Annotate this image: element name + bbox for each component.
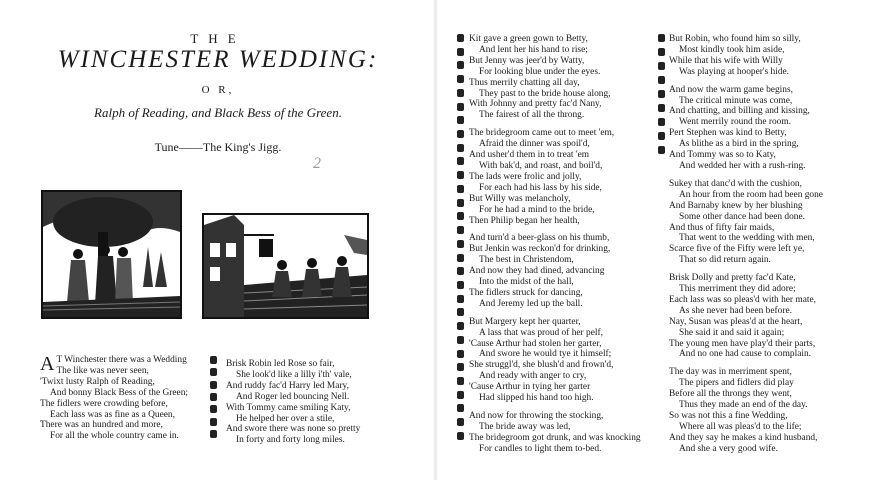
verse-line: Before all the throngs they went, bbox=[669, 389, 792, 400]
verse-line: And Tommy was so to Katy, bbox=[669, 150, 776, 161]
page-title: WINCHESTER WEDDING: bbox=[57, 46, 379, 73]
stanza bbox=[469, 128, 649, 226]
verse-line: The fairest of all the throng. bbox=[479, 110, 585, 121]
left-page bbox=[0, 0, 436, 480]
woodcut-couple-tree-icon bbox=[41, 190, 182, 319]
verse-line: And swore he would tye it himself; bbox=[479, 349, 612, 360]
verse-line: An hour from the room had been gone bbox=[679, 189, 823, 200]
stanza bbox=[669, 85, 865, 172]
verse-line: She look'd like a lilly i'th' vale, bbox=[236, 369, 352, 380]
verse-line: Each lass was as fine as a Queen, bbox=[50, 409, 175, 420]
verse-line: And swore there was none so pretty bbox=[226, 424, 361, 435]
verse-line: For candles to light them to-bed. bbox=[479, 443, 602, 454]
verse-line: While that his wife with Willy bbox=[669, 55, 783, 66]
verse-line: Had slipped his hand too high. bbox=[479, 393, 594, 404]
verse-line: But Jenkin was reckon'd for drinking, bbox=[469, 244, 611, 255]
verse-line: So was not this a fine Wedding, bbox=[669, 411, 788, 421]
verse-line: Each lass was so pleas'd with her mate, bbox=[669, 294, 816, 305]
title-or: O R, bbox=[201, 84, 235, 96]
verse-line: With bak'd, and roast, and boil'd, bbox=[479, 160, 603, 171]
verse-line: And usher'd them in to treat 'em bbox=[469, 150, 590, 161]
stanza bbox=[669, 273, 865, 360]
verse-line: As she never had been before. bbox=[679, 305, 792, 316]
verse-line: The bridegroom got drunk, and was knocking bbox=[469, 432, 641, 443]
verse-line: With Tommy came smiling Katy, bbox=[226, 402, 351, 413]
verse-line: And no one had cause to complain. bbox=[679, 349, 811, 360]
verse-line: And Roger led bouncing Nell. bbox=[236, 391, 350, 402]
verse-line: The bride away was led, bbox=[479, 421, 571, 432]
verse-line: Went merrily round the room. bbox=[679, 117, 791, 128]
verse-line: And she a very good wife. bbox=[679, 443, 778, 454]
woodcut-fiddlers-tavern-icon bbox=[202, 213, 369, 319]
title-the: THE bbox=[190, 31, 246, 46]
verse-line: For all the whole country came in. bbox=[50, 431, 179, 442]
verse-line: Most kindly took him aside, bbox=[679, 44, 785, 55]
verse-line: This merriment they did adore; bbox=[679, 284, 796, 295]
verse-line: And wedded her with a rush-ring. bbox=[679, 160, 806, 171]
verse-line: And chatting, and billing and kissing, bbox=[669, 106, 810, 117]
stanza bbox=[469, 34, 649, 121]
verse-line: The bridegroom came out to meet 'em, bbox=[469, 128, 615, 139]
verse-line: And now for throwing the stocking, bbox=[469, 411, 604, 421]
verse-line: 'Twixt lusty Ralph of Reading, bbox=[40, 376, 155, 387]
verse-line: 'Cause Arthur in tying her garter bbox=[469, 382, 591, 393]
verse-line: But Robin, who found him so silly, bbox=[669, 34, 801, 44]
stanza bbox=[469, 233, 649, 309]
verse-line: But Margery kept her quarter, bbox=[469, 316, 581, 327]
verse-line: The fidlers were crowding before, bbox=[40, 398, 168, 409]
verse-column-left-2 bbox=[226, 359, 376, 446]
verse-line: Sukey that danc'd with the cushion, bbox=[669, 178, 802, 189]
verse-line: That so did return again. bbox=[679, 255, 771, 266]
stanza bbox=[669, 34, 865, 78]
verse-line: The young men have play'd their parts, bbox=[669, 338, 816, 349]
subtitle: Ralph of Reading, and Black Bess of the Green. bbox=[94, 105, 342, 120]
verse-line: And Jeremy led up the ball. bbox=[479, 298, 583, 309]
printer-ornament-border-icon bbox=[208, 356, 219, 438]
verse-line: There was an hundred and more, bbox=[40, 420, 163, 431]
verse-line: A lass that was proud of her pelf, bbox=[479, 327, 603, 338]
verse-line: A T Winchester there was a Wedding bbox=[40, 353, 187, 375]
verse-column-right-2 bbox=[669, 34, 865, 455]
verse-line: And bonny Black Bess of the Green; bbox=[50, 387, 188, 398]
printer-ornament-border-icon bbox=[656, 34, 667, 154]
verse-column-right-1 bbox=[469, 34, 649, 455]
verse-line: Thus they made an end of the day. bbox=[679, 400, 808, 411]
verse-line: But Willy was melancholy, bbox=[469, 193, 571, 204]
stanza bbox=[469, 317, 649, 404]
printer-ornament-border-icon bbox=[455, 34, 466, 440]
verse-column-left-1 bbox=[40, 355, 203, 442]
stanza bbox=[469, 411, 649, 455]
verse-line: As blithe as a bird in the spring, bbox=[679, 139, 799, 150]
verse-line: And now they had dined, advancing bbox=[469, 266, 605, 277]
verse-line: For looking blue under the eyes. bbox=[479, 66, 601, 77]
verse-line: Was playing at hooper's hide. bbox=[679, 66, 790, 77]
verse-line: Brisk Robin led Rose so fair, bbox=[226, 359, 335, 369]
verse-line: And ruddy fac'd Harry led Mary, bbox=[226, 380, 349, 391]
pencil-mark: 2 bbox=[313, 155, 321, 172]
verse-line: Into the midst of the hall, bbox=[479, 277, 574, 288]
verse-line: And Barnaby knew by her blushing bbox=[669, 200, 803, 211]
verse-line: Kit gave a green gown to Betty, bbox=[469, 34, 588, 44]
verse-line: And they say he makes a kind husband, bbox=[669, 432, 818, 443]
tune-line: Tune——The King's Jigg. bbox=[154, 140, 282, 154]
verse-line: Nay, Susan was pleas'd at the heart, bbox=[669, 316, 803, 327]
verse-line: They past to the bride house along, bbox=[479, 88, 611, 99]
verse-line: And turn'd a beer-glass on his thumb, bbox=[469, 233, 610, 244]
verse-line: And lent her his hand to rise; bbox=[479, 44, 588, 55]
verse-line: She struggl'd, she blush'd and frown'd, bbox=[469, 360, 614, 371]
verse-line: In forty and forty long miles. bbox=[236, 435, 345, 446]
verse-line: For each had his lass by his side, bbox=[479, 182, 602, 193]
verse-line: 'Cause Arthur had stolen her garter, bbox=[469, 338, 602, 349]
verse-line: Then Philip began her health, bbox=[469, 215, 580, 226]
verse-line: Thus merrily chatting all day, bbox=[469, 77, 580, 88]
verse-line: The best in Christendom, bbox=[479, 255, 574, 266]
verse-line: With Johnny and pretty fac'd Nany, bbox=[469, 99, 602, 110]
verse-line: And ready with anger to cry, bbox=[479, 371, 587, 382]
verse-line: He helped her over a stile, bbox=[236, 413, 335, 424]
right-page bbox=[436, 0, 873, 480]
verse-line: But Jenny was jeer'd by Watty, bbox=[469, 55, 585, 66]
verse-line: Some other dance had been done. bbox=[679, 211, 805, 222]
verse-line: The day was in merriment spent, bbox=[669, 367, 792, 378]
verse-line: Brisk Dolly and pretty fac'd Kate, bbox=[669, 273, 796, 284]
verse-line: The fidlers struck for dancing, bbox=[469, 287, 583, 298]
verse-line: The lads were frolic and jolly, bbox=[469, 171, 582, 182]
verse-line: That went to the wedding with men, bbox=[679, 233, 815, 244]
verse-line: The like was never seen, bbox=[56, 365, 149, 376]
verse-line: She said it and said it again; bbox=[679, 327, 785, 338]
verse-line: And now the warm game begins, bbox=[669, 84, 793, 95]
verse-line: Pert Stephen was kind to Betty, bbox=[669, 128, 787, 139]
stanza bbox=[669, 179, 865, 266]
verse-line: The pipers and fidlers did play bbox=[679, 378, 794, 389]
stanza bbox=[669, 367, 865, 454]
verse-line: For he had a mind to the bride, bbox=[479, 204, 595, 215]
verse-line: And thus of fifty fair maids, bbox=[669, 222, 775, 233]
verse-line: Where all was pleas'd to the life; bbox=[679, 421, 802, 432]
verse-line: Afraid the dinner was spoil'd, bbox=[479, 139, 590, 150]
verse-line: Scarce five of the Fifty were left ye, bbox=[669, 244, 805, 255]
verse-line: The critical minute was come, bbox=[679, 95, 793, 106]
